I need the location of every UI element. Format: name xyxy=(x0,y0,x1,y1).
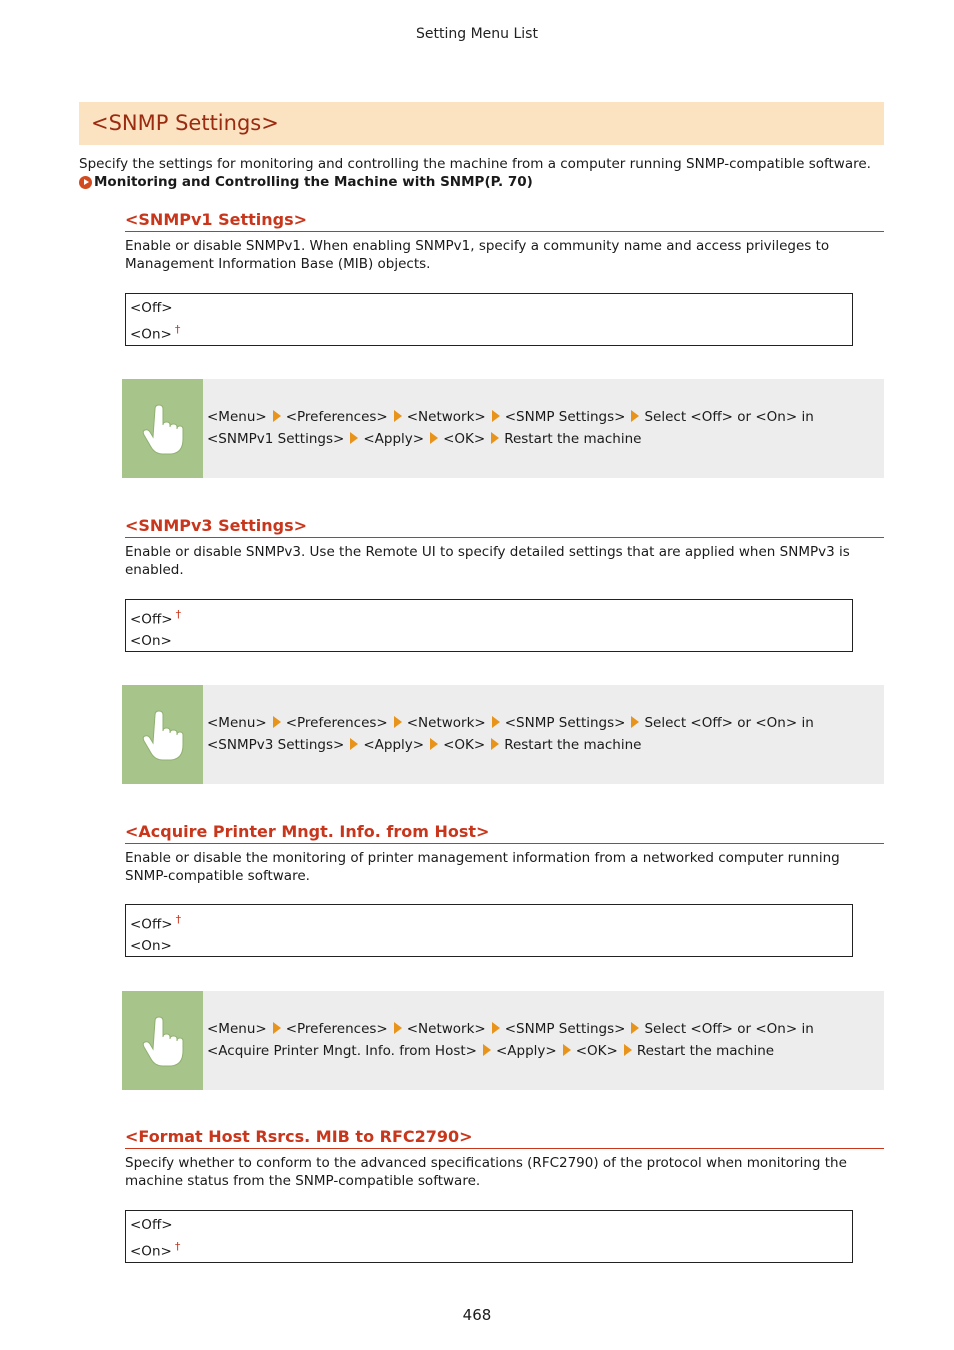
operation-path-panel xyxy=(122,379,884,478)
option-label: <Off> xyxy=(130,1217,173,1233)
path-step: <Menu> xyxy=(207,1021,267,1037)
step-arrow-icon xyxy=(491,738,499,750)
running-header: Setting Menu List xyxy=(416,26,538,42)
step-arrow-icon xyxy=(394,410,402,422)
path-step: <Network> xyxy=(406,409,486,425)
pointing-hand-icon xyxy=(122,685,203,784)
path-step: <SNMP Settings> xyxy=(504,715,626,731)
path-step: <Apply> xyxy=(363,431,425,447)
section-description: Enable or disable the monitoring of printer management information from a networked computer running SNMP-compatible software. xyxy=(125,850,840,884)
options-table xyxy=(125,1210,853,1263)
step-arrow-icon xyxy=(624,1044,632,1056)
step-arrow-icon xyxy=(273,716,281,728)
section-heading: <SNMPv1 Settings> xyxy=(125,210,884,232)
step-arrow-icon xyxy=(394,1022,402,1034)
path-step: Select <Off> or <On> in <Acquire Printer Mngt. Info. from Host> xyxy=(207,1021,814,1059)
step-arrow-icon xyxy=(350,738,358,750)
option-row xyxy=(130,604,848,631)
path-step: <Preferences> xyxy=(285,1021,388,1037)
section-heading: <Acquire Printer Mngt. Info. from Host> xyxy=(125,822,884,844)
path-step: <Menu> xyxy=(207,409,267,425)
option-label: <Off> xyxy=(130,916,173,933)
path-step: Select <Off> or <On> in <SNMPv1 Settings> xyxy=(207,409,814,447)
operation-path xyxy=(203,991,884,1090)
section-description: Enable or disable SNMPv1. When enabling SNMPv1, specify a community name and access privileges to Management Information Base (MIB) objects. xyxy=(125,238,830,272)
options-table xyxy=(125,599,853,652)
path-step: <OK> xyxy=(575,1043,618,1059)
step-arrow-icon xyxy=(350,432,358,444)
path-step: <OK> xyxy=(443,737,486,753)
step-arrow-icon xyxy=(491,432,499,444)
path-step: <Apply> xyxy=(363,737,425,753)
pointing-hand-icon xyxy=(122,991,203,1090)
option-row xyxy=(130,936,848,957)
option-label: <On> xyxy=(130,632,172,649)
path-step: <SNMP Settings> xyxy=(504,409,626,425)
page-title: <SNMP Settings> xyxy=(91,111,279,135)
option-label: <On> xyxy=(130,1243,172,1260)
operation-path-panel xyxy=(122,685,884,784)
path-step: <Network> xyxy=(406,715,486,731)
option-row xyxy=(130,631,848,652)
path-step: Restart the machine xyxy=(504,737,642,753)
path-step: Restart the machine xyxy=(636,1043,775,1059)
section-format-host-rsrcs xyxy=(125,1127,884,1190)
options-table xyxy=(125,293,853,346)
intro-text: Specify the settings for monitoring and controlling the machine from a computer running SNMP-compatible software. xyxy=(79,156,871,172)
default-marker: † xyxy=(175,608,182,621)
option-row xyxy=(130,298,848,319)
step-arrow-icon xyxy=(631,1022,639,1034)
step-arrow-icon xyxy=(483,1044,491,1056)
path-step: <OK> xyxy=(443,431,486,447)
step-arrow-icon xyxy=(273,410,281,422)
path-step: <SNMP Settings> xyxy=(504,1021,626,1037)
pointing-hand-icon xyxy=(122,379,203,478)
options-table xyxy=(125,904,853,957)
link-arrow-icon xyxy=(79,176,92,189)
section-snmpv1 xyxy=(125,210,884,273)
step-arrow-icon xyxy=(631,410,639,422)
section-acquire-printer-info xyxy=(125,822,884,885)
operation-path xyxy=(203,685,884,784)
path-step: Select <Off> or <On> in <SNMPv3 Settings> xyxy=(207,715,814,753)
option-label: <Off> xyxy=(130,300,173,316)
option-label: <On> xyxy=(130,326,172,343)
step-arrow-icon xyxy=(273,1022,281,1034)
option-row xyxy=(130,909,848,936)
step-arrow-icon xyxy=(430,432,438,444)
option-row xyxy=(130,319,848,346)
operation-path-panel xyxy=(122,991,884,1090)
option-row xyxy=(130,1215,848,1236)
step-arrow-icon xyxy=(563,1044,571,1056)
step-arrow-icon xyxy=(492,716,500,728)
path-step: Restart the machine xyxy=(504,431,642,447)
path-step: <Network> xyxy=(406,1021,486,1037)
step-arrow-icon xyxy=(394,716,402,728)
snmp-monitoring-link[interactable] xyxy=(79,173,889,191)
intro xyxy=(79,155,889,191)
step-arrow-icon xyxy=(492,410,500,422)
option-label: <On> xyxy=(130,937,172,954)
section-snmpv3 xyxy=(125,516,884,579)
path-step: <Preferences> xyxy=(285,715,388,731)
section-heading: <SNMPv3 Settings> xyxy=(125,516,884,538)
section-description: Enable or disable SNMPv3. Use the Remote UI to specify detailed settings that are applied when SNMPv3 is enabled. xyxy=(125,544,850,578)
step-arrow-icon xyxy=(631,716,639,728)
path-step: <Menu> xyxy=(207,715,267,731)
section-heading: <Format Host Rsrcs. MIB to RFC2790> xyxy=(125,1127,884,1149)
default-marker: † xyxy=(175,913,182,926)
option-label: <Off> xyxy=(130,611,173,628)
step-arrow-icon xyxy=(430,738,438,750)
option-row xyxy=(130,1236,848,1263)
path-step: <Apply> xyxy=(495,1043,557,1059)
operation-path xyxy=(203,379,884,478)
page-number: 468 xyxy=(462,1306,492,1324)
path-step: <Preferences> xyxy=(285,409,388,425)
default-marker: † xyxy=(174,323,181,336)
default-marker: † xyxy=(174,1240,181,1253)
step-arrow-icon xyxy=(492,1022,500,1034)
snmp-monitoring-link-label: Monitoring and Controlling the Machine with SNMP(P. 70) xyxy=(94,174,533,190)
page-title-banner xyxy=(79,102,884,145)
section-description: Specify whether to conform to the advanced specifications (RFC2790) of the protocol when monitoring the machine status from the SNMP-compatible software. xyxy=(125,1155,847,1189)
